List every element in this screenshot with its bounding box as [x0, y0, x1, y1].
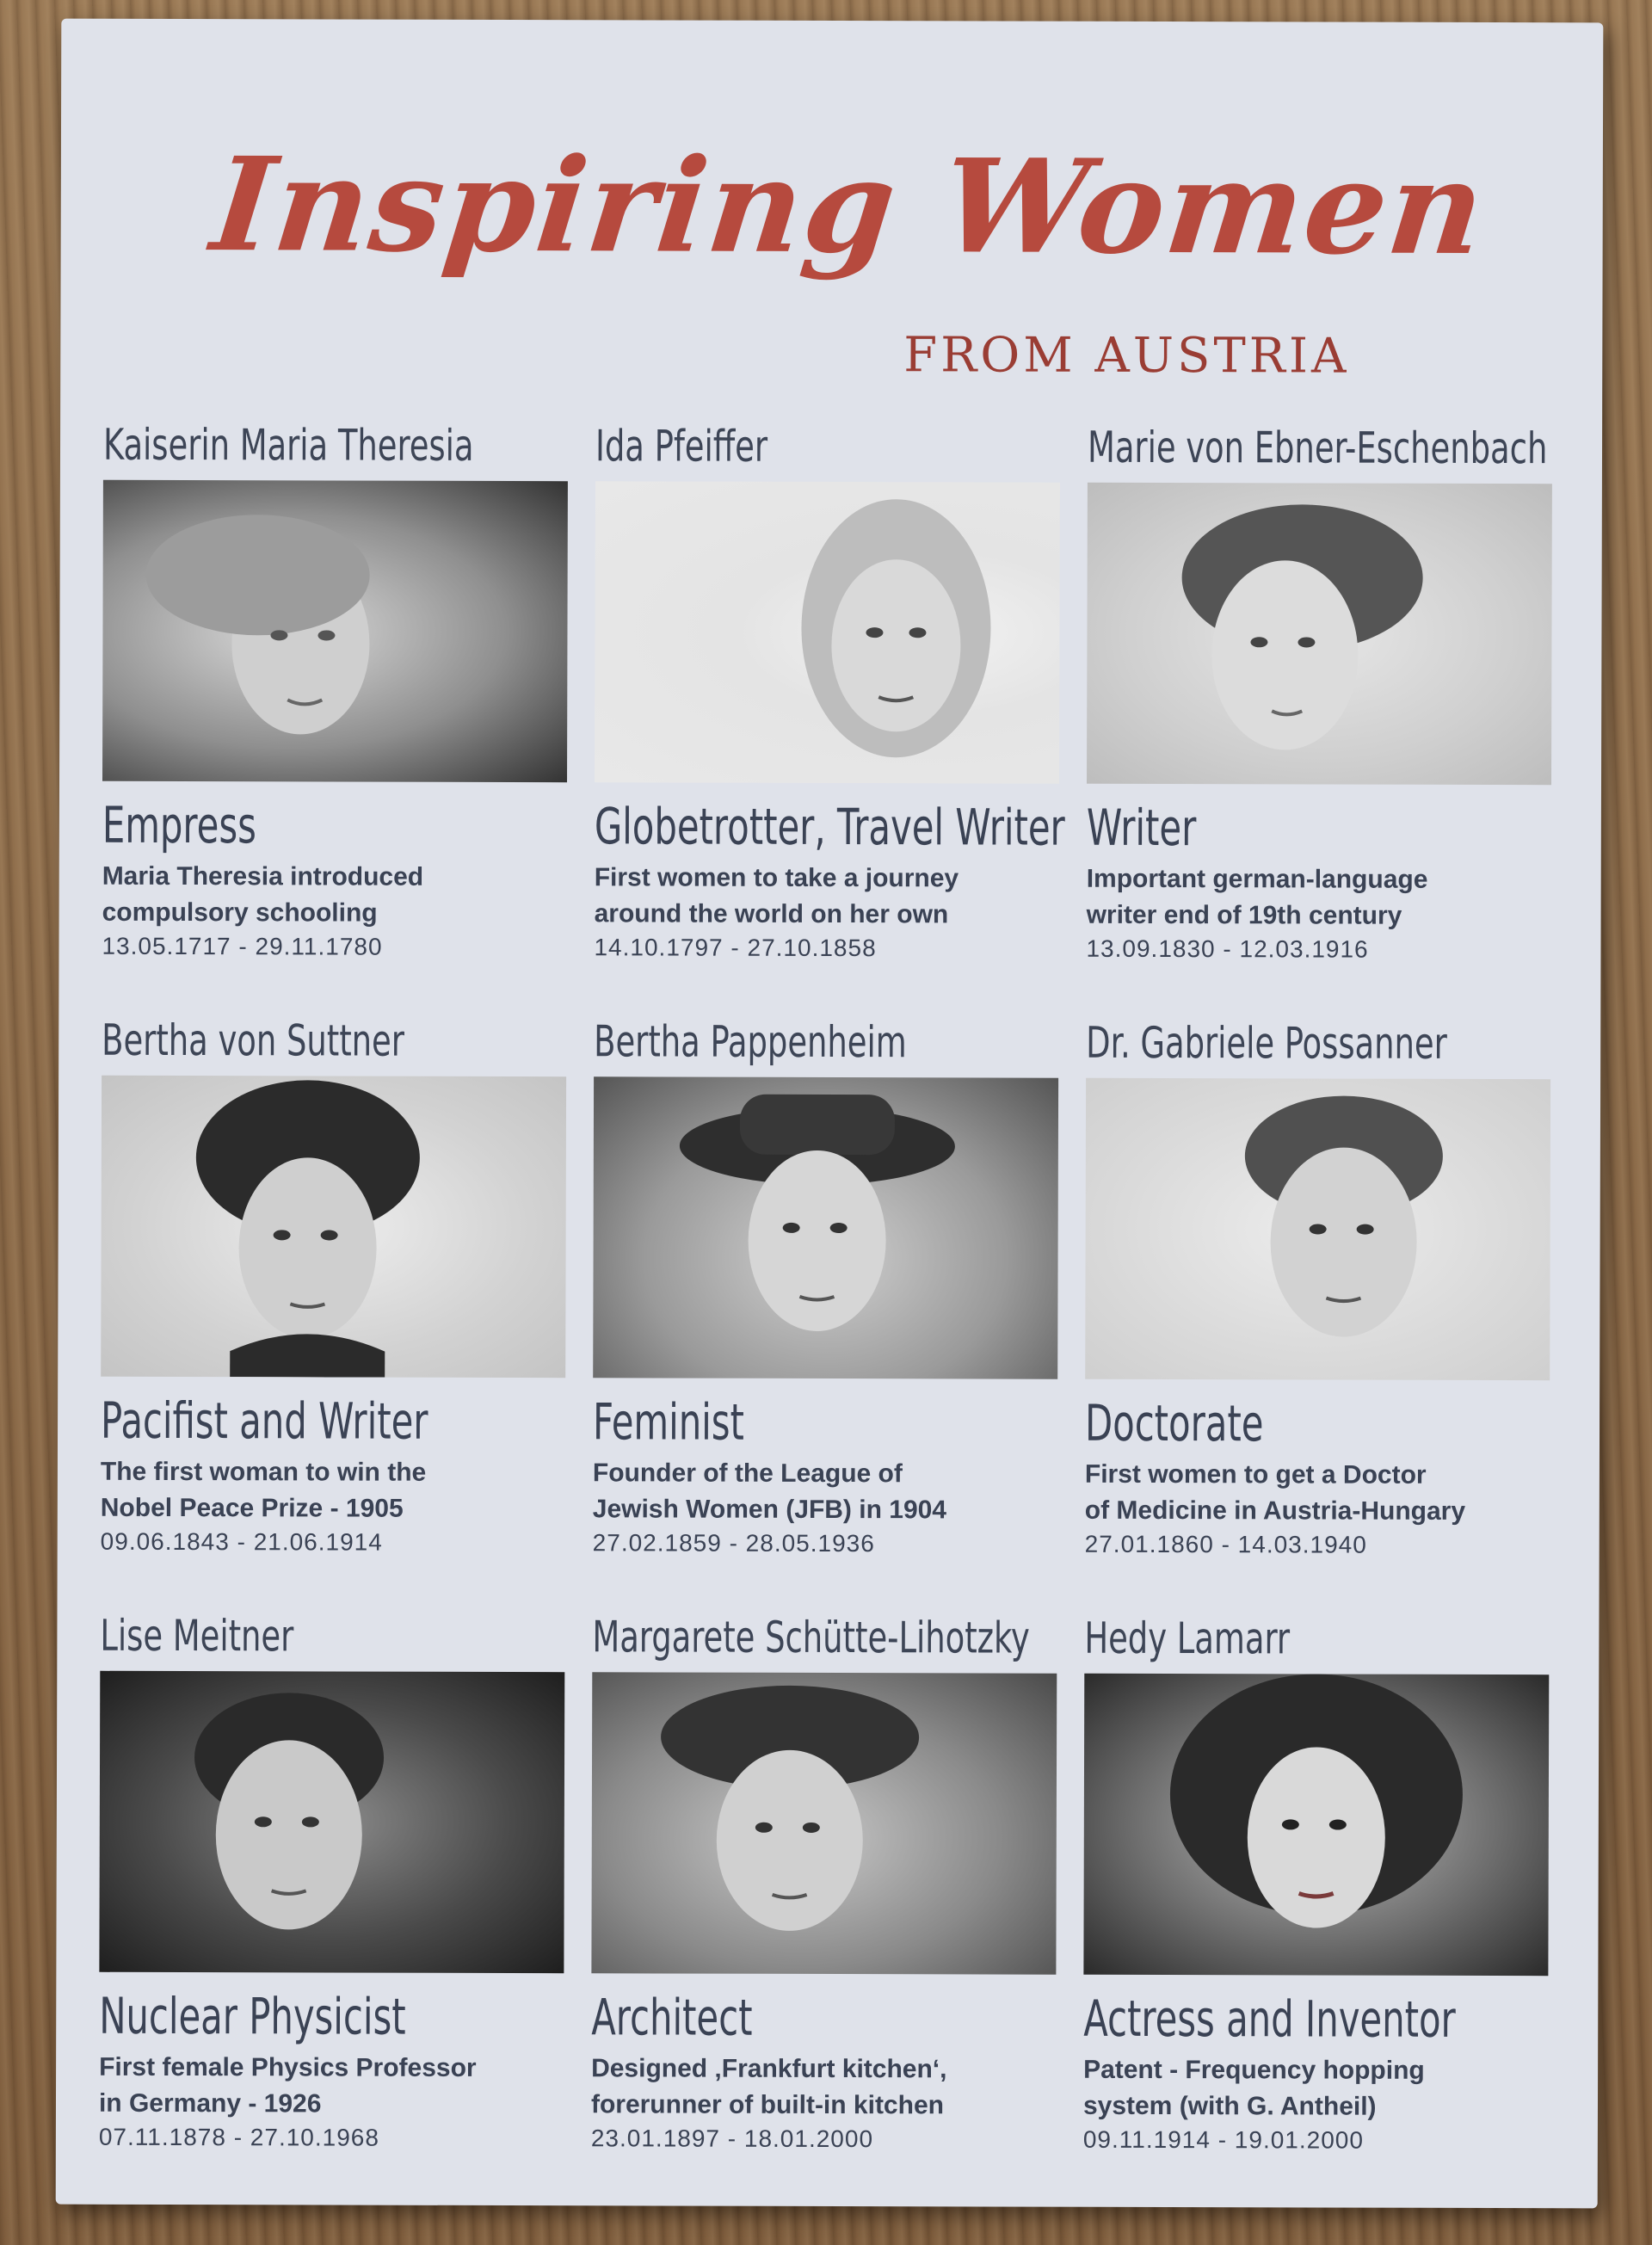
description-line: Jewish Women (JFB) in 1904	[592, 1495, 947, 1525]
portrait-photo	[102, 480, 568, 782]
person-description	[101, 1454, 583, 1527]
description-line: Important german-language	[1086, 864, 1428, 894]
card-gabriele-possanner	[1085, 1013, 1564, 1556]
person-role: Doctorate	[1084, 1393, 1264, 1453]
person-dates: 13.05.1717 - 29.11.1780	[102, 932, 383, 960]
person-description	[595, 860, 1076, 933]
person-dates: 09.06.1843 - 21.06.1914	[100, 1527, 383, 1556]
portrait-photo	[593, 1076, 1058, 1378]
card-maria-theresia	[102, 415, 581, 958]
person-name: Dr. Gabriele Possanner	[1086, 1017, 1447, 1069]
portrait-drawing	[99, 1671, 564, 1973]
portrait-photo	[591, 1672, 1057, 1974]
person-name: Margarete Schütte-Lihotzky	[592, 1612, 1030, 1663]
person-role: Globetrotter, Travel Writer	[594, 797, 1065, 857]
person-description	[593, 1455, 1075, 1528]
description-line: compulsory schooling	[102, 897, 378, 928]
description-line: First women to take a journey	[594, 863, 959, 893]
description-line: Patent - Frequency hopping	[1083, 2055, 1425, 2085]
person-role: Architect	[591, 1988, 753, 2047]
person-dates: 23.01.1897 - 18.01.2000	[590, 2125, 874, 2153]
portrait-drawing	[1085, 1078, 1550, 1380]
person-description	[99, 2050, 581, 2123]
person-description	[1085, 1457, 1567, 1530]
postcard	[56, 19, 1604, 2209]
person-name: Lise Meitner	[100, 1610, 294, 1662]
person-name: Kaiserin Maria Theresia	[102, 419, 474, 471]
card-hedy-lamarr	[1082, 1608, 1563, 2154]
person-dates: 13.09.1830 - 12.03.1916	[1086, 934, 1369, 963]
description-line: Nobel Peace Prize - 1905	[100, 1493, 404, 1523]
card-lise-meitner	[99, 1606, 578, 2149]
portrait-grid	[98, 415, 1566, 2154]
person-description	[1083, 2052, 1565, 2125]
person-role: Pacifist and Writer	[100, 1391, 428, 1451]
portrait-drawing	[1087, 483, 1552, 785]
description-line: system (with G. Antheil)	[1082, 2091, 1377, 2121]
person-dates: 07.11.1878 - 27.10.1968	[98, 2123, 380, 2151]
person-dates: 09.11.1914 - 19.01.2000	[1082, 2125, 1364, 2154]
person-dates: 14.10.1797 - 27.10.1858	[594, 934, 877, 962]
postcard-subtitle: FROM AUSTRIA	[903, 327, 1350, 385]
card-bertha-pappenheim	[592, 1011, 1072, 1557]
person-name: Bertha von Suttner	[102, 1015, 405, 1066]
portrait-photo	[595, 481, 1060, 783]
card-marie-ebner-eschenbach	[1086, 417, 1565, 963]
description-line: The first woman to win the	[100, 1457, 427, 1487]
description-line: Designed ‚Frankfurt kitchen‘,	[591, 2054, 947, 2084]
person-role: Feminist	[592, 1392, 745, 1452]
description-line: Maria Theresia introduced	[102, 861, 424, 891]
person-role: Writer	[1086, 798, 1197, 858]
description-line: of Medicine in Austria-Hungary	[1084, 1496, 1466, 1526]
portrait-photo	[99, 1671, 564, 1973]
portrait-drawing	[595, 481, 1060, 783]
description-line: around the world on her own	[594, 899, 949, 929]
portrait-photo	[101, 1076, 566, 1378]
card-margarete-schuette-lihotzky	[590, 1607, 1070, 2153]
portrait-drawing	[101, 1076, 566, 1378]
person-role: Actress and Inventor	[1083, 1989, 1456, 2049]
person-description	[102, 859, 584, 932]
card-bertha-von-suttner	[100, 1010, 580, 1556]
description-line: forerunner of built-in kitchen	[590, 2090, 945, 2120]
portrait-photo	[1087, 483, 1552, 785]
portrait-drawing	[102, 480, 568, 782]
person-name: Hedy Lamarr	[1084, 1613, 1291, 1664]
description-line: writer end of 19th century	[1086, 900, 1402, 930]
person-description	[1087, 861, 1569, 934]
portrait-drawing	[1083, 1674, 1549, 1976]
portrait-photo	[1083, 1674, 1549, 1976]
description-line: First female Physics Professor	[99, 2052, 477, 2082]
person-name: Marie von Ebner-Eschenbach	[1087, 422, 1548, 474]
person-role: Nuclear Physicist	[99, 1986, 406, 2046]
description-line: First women to get a Doctor	[1084, 1459, 1427, 1489]
card-ida-pfeiffer	[594, 416, 1073, 962]
portrait-drawing	[593, 1076, 1058, 1378]
portrait-photo	[1085, 1078, 1550, 1380]
person-description	[591, 2051, 1073, 2124]
postcard-title: Inspiring Women	[205, 129, 1493, 284]
person-role: Empress	[102, 795, 256, 855]
person-name: Bertha Pappenheim	[594, 1016, 907, 1068]
description-line: in Germany - 1926	[98, 2088, 322, 2119]
description-line: Founder of the League of	[592, 1459, 903, 1489]
person-name: Ida Pfeiffer	[595, 421, 768, 472]
portrait-drawing	[591, 1672, 1057, 1974]
person-dates: 27.01.1860 - 14.03.1940	[1084, 1530, 1367, 1558]
person-dates: 27.02.1859 - 28.05.1936	[592, 1529, 875, 1557]
